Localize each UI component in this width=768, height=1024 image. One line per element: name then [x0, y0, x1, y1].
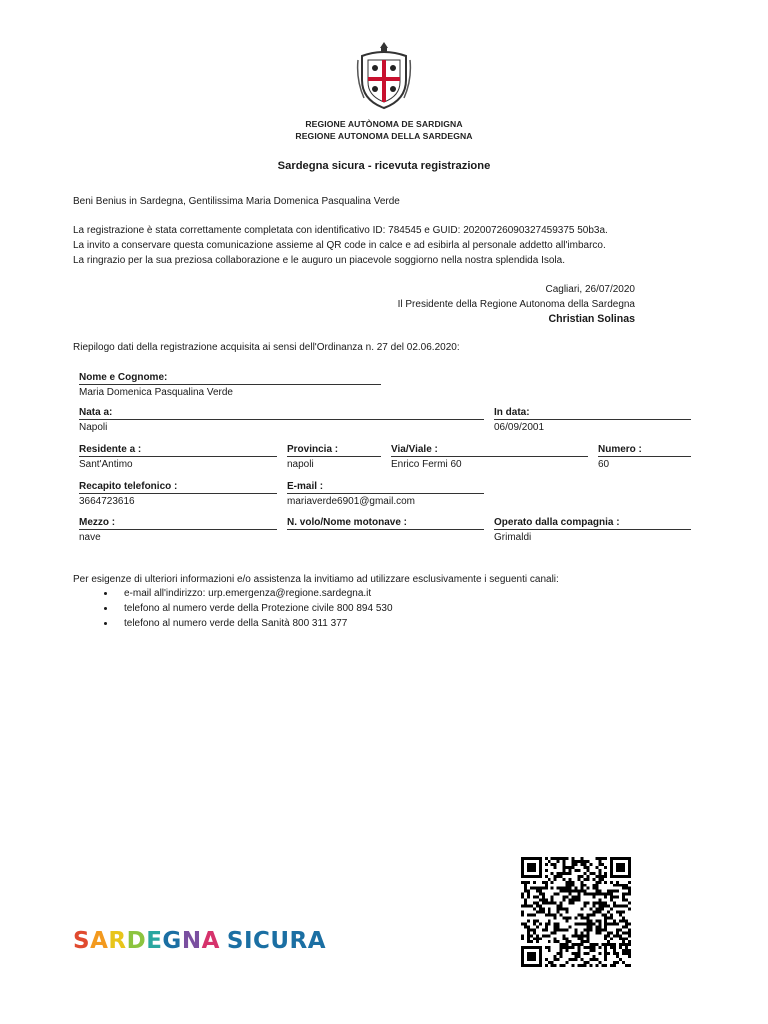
field-email — [287, 481, 484, 507]
name-value: Maria Domenica Pasqualina Verde — [79, 387, 233, 398]
residence-value: Sant'Antimo — [79, 459, 133, 470]
field-flight — [287, 517, 484, 532]
body-paragraph — [73, 223, 608, 268]
birthdate-value: 06/09/2001 — [494, 422, 545, 433]
email-label: E-mail : — [287, 481, 484, 494]
brand-word-sicura: SICURA — [226, 928, 327, 954]
phone-label: Recapito telefonico : — [79, 481, 277, 494]
field-number — [598, 444, 691, 470]
birthdate-label: In data: — [494, 407, 691, 420]
summary-intro: Riepilogo dati della registrazione acquisita ai sensi dell'Ordinanza n. 27 del 02.06.2020: — [73, 342, 460, 353]
list-item: • e-mail all'indirizzo: urp.emergenza@regione.sardegna.it — [116, 586, 393, 601]
name-label: Nome e Cognome: — [79, 372, 381, 385]
thanks-line: La ringrazio per la sua preziosa collaborazione e le auguro un piacevole soggiorno nella nostra splendida Isola. — [73, 255, 565, 266]
sardegna-sicura-logo — [73, 928, 326, 954]
company-label: Operato dalla compagnia : — [494, 517, 691, 530]
vehicle-value: nave — [79, 532, 101, 543]
province-value: napoli — [287, 459, 314, 470]
brand-letter: A — [201, 928, 220, 954]
assistance-intro: Per esigenze di ulteriori informazioni e/o assistenza la invitiamo ad utilizzare esclusivamente i seguenti canali: — [73, 574, 559, 585]
phone-value: 3664723616 — [79, 496, 135, 507]
birthplace-label: Nata a: — [79, 407, 484, 420]
flight-value — [287, 530, 484, 532]
flight-label: N. volo/Nome motonave : — [287, 517, 484, 530]
sardinia-coat-of-arms-icon — [354, 40, 414, 112]
residence-label: Residente a : — [79, 444, 277, 457]
signatory-name: Christian Solinas — [548, 313, 635, 325]
province-label: Provincia : — [287, 444, 381, 457]
brand-letter: A — [90, 928, 109, 954]
coat-of-arms-logo — [0, 40, 768, 115]
qr-code-icon — [521, 857, 631, 967]
brand-letter: E — [146, 928, 163, 954]
brand-letter: S — [73, 928, 91, 954]
region-name — [0, 118, 768, 142]
list-item: • telefono al numero verde della Sanità 800 311 377 — [116, 616, 393, 631]
greeting: Beni Benius in Sardegna, Gentilissima Maria Domenica Pasqualina Verde — [73, 196, 400, 207]
field-vehicle — [79, 517, 277, 543]
street-value: Enrico Fermi 60 — [391, 459, 462, 470]
signatory-role: Il Presidente della Regione Autonoma della Sardegna — [397, 299, 635, 310]
field-street — [391, 444, 588, 470]
field-company — [494, 517, 691, 543]
birthplace-value: Napoli — [79, 422, 108, 433]
brand-word-sardegna — [73, 928, 220, 954]
field-phone — [79, 481, 277, 507]
keep-receipt-line: La invito a conservare questa comunicazione assieme al QR code in calce e ad esibirla al personale addetto all'imbarco. — [73, 240, 606, 251]
number-label: Numero : — [598, 444, 691, 457]
brand-letter: N — [181, 928, 202, 954]
document-title: Sardegna sicura - ricevuta registrazione — [277, 160, 491, 172]
number-value: 60 — [598, 459, 610, 470]
registration-line: La registrazione è stata correttamente completata con identificativo ID: 784545 e GUID: 20200726090327459375 50b3a. — [73, 225, 608, 236]
field-residence — [79, 444, 277, 470]
assistance-channels — [96, 586, 393, 631]
brand-letter: D — [126, 928, 147, 954]
field-birthplace — [79, 407, 484, 433]
signature-block — [398, 282, 635, 327]
brand-letter: R — [108, 928, 127, 954]
vehicle-label: Mezzo : — [79, 517, 277, 530]
street-label: Via/Viale : — [391, 444, 588, 457]
company-value: Grimaldi — [494, 532, 532, 543]
brand-letter: G — [162, 928, 182, 954]
field-birthdate — [494, 407, 691, 433]
region-line-sardinian: REGIONE AUTÒNOMA DE SARDIGNA — [305, 119, 463, 129]
place-date: Cagliari, 26/07/2020 — [545, 284, 635, 295]
email-value: mariaverde6901@gmail.com — [287, 496, 415, 507]
field-name — [79, 372, 381, 398]
field-province — [287, 444, 381, 470]
region-line-italian: REGIONE AUTONOMA DELLA SARDEGNA — [295, 131, 473, 141]
list-item: • telefono al numero verde della Protezione civile 800 894 530 — [116, 601, 393, 616]
